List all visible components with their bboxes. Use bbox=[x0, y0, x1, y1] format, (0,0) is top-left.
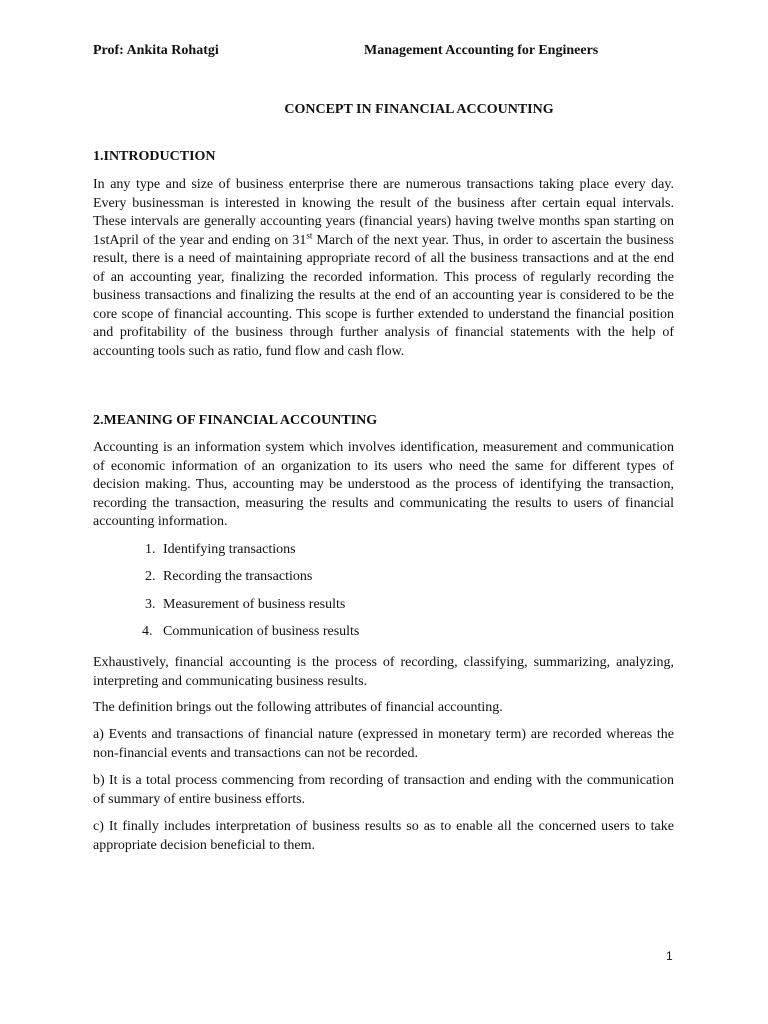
definition-paragraph: Exhaustively, financial accounting is the process of recording, classifying, summarizing, analyzing, interpreting and communicating business results. bbox=[93, 655, 674, 689]
list-item: 1. Identifying transactions bbox=[145, 542, 296, 557]
introduction-paragraph: In any type and size of business enterprise there are numerous transactions taking place every day. Every businessman is interested in knowing the result of the business after certain equal intervals. These intervals are generally accounting years (financial years) having twelve months span starting on 1stApril of the year and ending on 31st March of the next year. Thus, in order to ascertain the business result, there is a need of maintaining appropriate record of all the business transactions and at the end of an accounting year, finalizing the recorded information. This process of regularly recording the business transactions and finalizing the results at the end of an accounting year is considered to be the core scope of financial accounting. This scope is further extended to understand the financial position and profitability of the business through further analysis of financial statements with the help of accounting tools such as ratio, fund flow and cash flow. bbox=[93, 177, 674, 359]
attributes-intro: The definition brings out the following attributes of financial accounting. bbox=[93, 700, 503, 715]
list-item: 4. Communication of business results bbox=[142, 624, 360, 639]
section-heading-introduction: 1.INTRODUCTION bbox=[93, 149, 216, 164]
document-title: CONCEPT IN FINANCIAL ACCOUNTING bbox=[284, 102, 554, 117]
attribute-a: a) Events and transactions of financial nature (expressed in monetary term) are recorded whereas the non-financial events and transactions can not be recorded. bbox=[93, 727, 674, 761]
attribute-b: b) It is a total process commencing from recording of transaction and ending with the communication of summary of entire business efforts. bbox=[93, 773, 674, 807]
list-item: 3. Measurement of business results bbox=[145, 597, 346, 612]
ordinal-superscript: st bbox=[306, 229, 313, 240]
attribute-c: c) It finally includes interpretation of business results so as to enable all the concerned users to take appropriate decision beneficial to them. bbox=[93, 819, 674, 853]
list-item: 2. Recording the transactions bbox=[145, 569, 313, 584]
header-author: Prof: Ankita Rohatgi bbox=[93, 43, 219, 58]
meaning-paragraph: Accounting is an information system which involves identification, measurement and communication of economic information of an organization to its users who need the same for different types of decision making. Thus, accounting may be understood as the process of identifying the transaction, recording the transaction, measuring the results and communicating the results to users of financial accounting information. bbox=[93, 440, 674, 529]
section-heading-meaning: 2.MEANING OF FINANCIAL ACCOUNTING bbox=[93, 413, 378, 428]
page-number: 1 bbox=[666, 949, 673, 963]
header-course: Management Accounting for Engineers bbox=[364, 43, 599, 58]
